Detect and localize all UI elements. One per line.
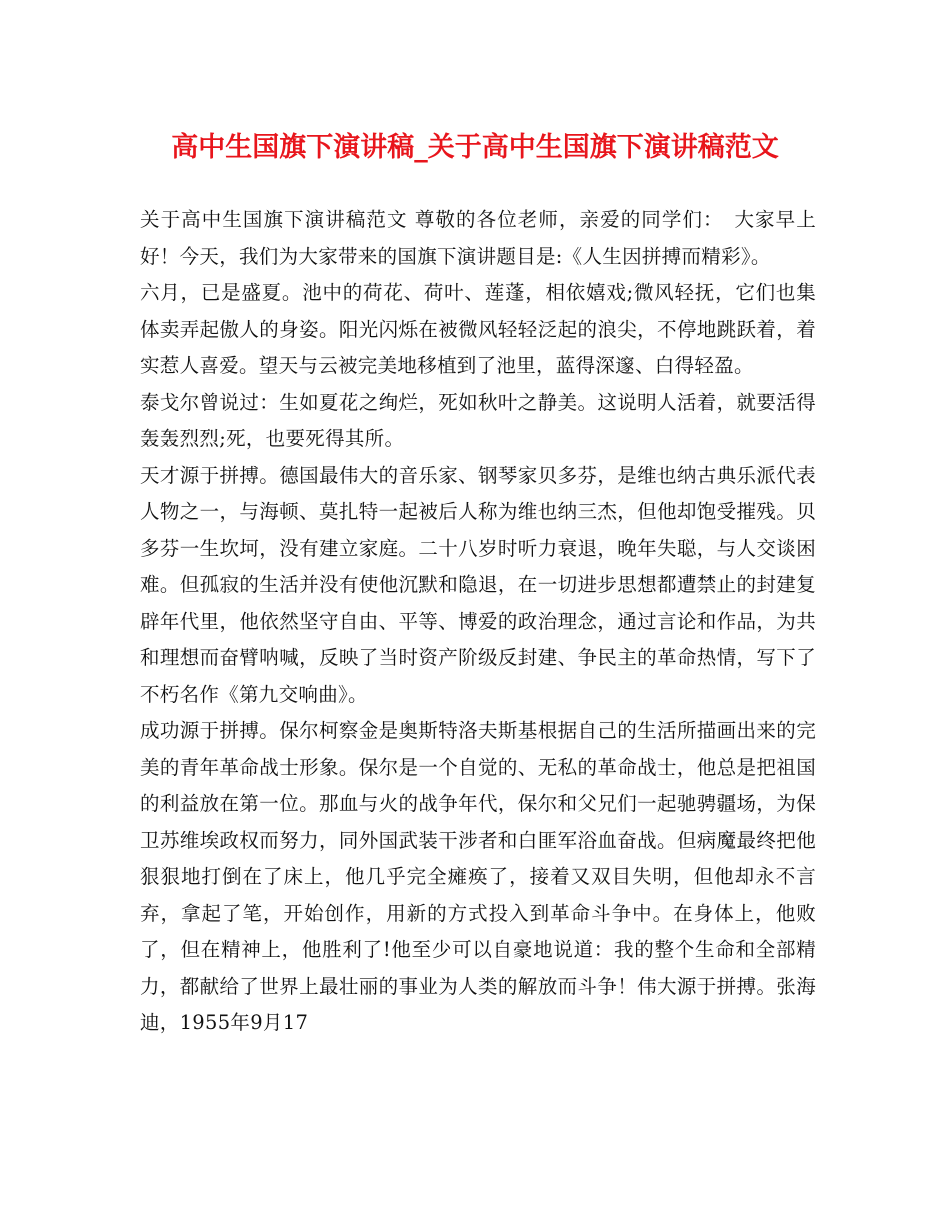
paragraph-beethoven: 天才源于拼搏。德国最伟大的音乐家、钢琴家贝多芬，是维也纳古典乐派代表人物之一，与海顿、莫扎特一起被后人称为维也纳三杰，但他却饱受摧残。贝多芬一生坎坷，没有建立家庭。二十八岁时听力衰退，晚年失聪，与人交谈困难。但孤寂的生活并没有使他沉默和隐退，在一切进步思想都遭禁止的封建复辟年代里，他依然坚守自由、平等、博爱的政治理念，通过言论和作品，为共和理想而奋臂呐喊，反映了当时资产阶级反封建、争民主的革命热情，写下了不朽名作《第九交响曲》。 bbox=[140, 463, 816, 706]
document-title: 高中生国旗下演讲稿_关于高中生国旗下演讲稿范文 bbox=[171, 132, 779, 163]
paragraph-pavel: 成功源于拼搏。保尔柯察金是奥斯特洛夫斯基根据自己的生活所描画出来的完美的青年革命战士形象。保尔是一个自觉的、无私的革命战士，他总是把祖国的利益放在第一位。那血与火的战争年代，保尔和父兄们一起驰骋疆场，为保卫苏维埃政权而努力，同外国武装干涉者和白匪军浴血奋战。但病魔最终把他狠狠地打倒在了床上，他几乎完全瘫痪了，接着又双目失明，但他却永不言弃，拿起了笔，开始创作，用新的方式投入到革命斗争中。在身体上，他败了，但在精神上，他胜利了!他至少可以自豪地说道：我的整个生命和全部精力，都献给了世界上最壮丽的事业为人类的解放而斗争！伟大源于拼搏。张海迪，1955年9月17 bbox=[140, 719, 816, 1034]
paragraph-intro: 关于高中生国旗下演讲稿范文 尊敬的各位老师，亲爱的同学们： 大家早上好！今天，我们为大家带来的国旗下演讲题目是:《人生因拼搏而精彩》。 bbox=[140, 208, 816, 268]
paragraph-summer: 六月，已是盛夏。池中的荷花、荷叶、莲蓬，相依嬉戏;微风轻抚，它们也集体卖弄起傲人的身姿。阳光闪烁在被微风轻轻泛起的浪尖，不停地跳跃着，着实惹人喜爱。望天与云被完美地移植到了池里，蓝得深邃、白得轻盈。 bbox=[140, 281, 816, 377]
paragraph-tagore: 泰戈尔曾说过：生如夏花之绚烂，死如秋叶之静美。这说明人活着，就要活得轰轰烈烈;死，也要死得其所。 bbox=[140, 390, 816, 450]
document-body bbox=[140, 202, 816, 1042]
